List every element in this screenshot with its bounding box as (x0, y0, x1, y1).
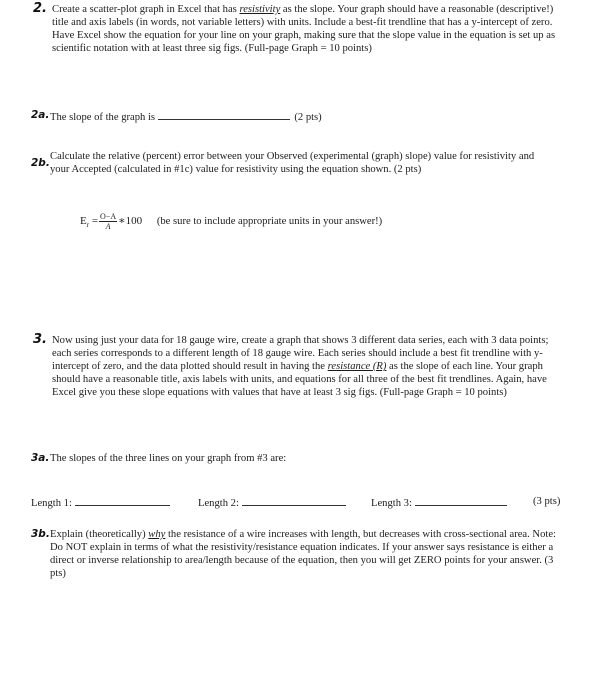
percent-error-equation: $E_r$ = $\frac{O-A}{A}$ ∗100 (be sure to include appropriate units in your answer!) (80, 212, 383, 231)
length-1-blank[interactable] (75, 495, 170, 506)
question-3-number: 3. (33, 332, 47, 347)
question-3a-number: 3a. (31, 452, 50, 464)
question-3a-text: The slopes of the three lines on your graph from #3 are: (50, 453, 287, 464)
resistivity-emphasis: resistivity (239, 4, 281, 15)
length-1-label: Length 1: (31, 498, 72, 509)
question-2b-text: Calculate the relative (percent) error between your Observed (experimental (graph) slope) value for resistivity and your Accepted (calculated in #1c) value for resistivity using the equation shown. (2 pts) (50, 151, 535, 175)
length-2-label: Length 2: (198, 498, 239, 509)
length-3-field (371, 495, 507, 510)
question-2a-line (50, 109, 322, 124)
question-2-number: 2. (33, 1, 47, 16)
units-reminder: (be sure to include appropriate units in your answer!) (156, 216, 383, 228)
resistance-emphasis: resistance (R) (327, 361, 387, 372)
length-2-field (198, 495, 346, 510)
question-3-text: Now using just your data for 18 gauge wire, create a graph that shows 3 different data series, each with 3 data points; each series corresponds to a different length of 18 gauge wire. Each series should include a best fit trendline with y-intercept of zero, and the data plotted should result in having the resistance (R) as the slope of each line. Your graph should have a reasonable title, axis labels with units, and equations for all three of the best fit trendlines. Again, have Excel give you these slope equations with values that have at least 3 sig figs. (Full-page Graph = 10 points) (52, 335, 549, 398)
length-3-blank[interactable] (415, 495, 507, 506)
question-2a-points: (2 pts) (294, 112, 322, 123)
error-fraction: $\frac{O-A}{A}$ (100, 212, 117, 231)
why-emphasis: why (148, 529, 166, 540)
question-2a-number: 2a. (31, 109, 50, 121)
length-3-label: Length 3: (371, 498, 412, 509)
question-2a-label: The slope of the graph is (50, 112, 156, 123)
question-2-text: Create a scatter-plot graph in Excel that has resistivity as the slope. Your graph should have a reasonable (descriptive!) title and axis labels (in words, not variable letters) with units. Include a best-fit trendline that has a y-intercept of zero. Have Excel show the equation for your line on your graph, making sure that the slope value in the equation is set up as scientific notation with at least three sig figs. (Full-page Graph = 10 points) (52, 4, 556, 54)
question-3a-points: (3 pts) (533, 496, 561, 507)
slope-answer-blank[interactable] (158, 109, 290, 120)
question-3b-number: 3b. (31, 528, 50, 540)
length-2-blank[interactable] (242, 495, 346, 506)
length-1-field (31, 495, 170, 510)
question-2b-number: 2b. (31, 157, 50, 169)
question-3b-text: Explain (theoretically) why the resistance of a wire increases with length, but decreases with cross-sectional area. Note: Do NOT explain in terms of what the resistivity/resistance equation indicates. If your answer says resistance is either a direct or inverse relationship to area/length because of the equation, then you will get ZERO points for your answer. (3 pts) (50, 529, 556, 579)
